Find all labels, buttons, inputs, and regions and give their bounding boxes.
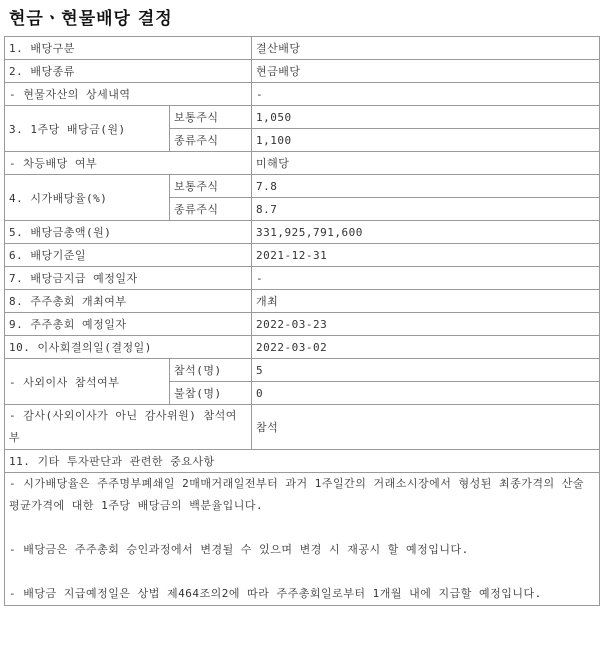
page-title: 현금ㆍ현물배당 결정 [9, 9, 173, 29]
row-label: - 현물자산의 상세내역 [5, 83, 252, 106]
row-value: 0 [252, 382, 600, 405]
row-value: 7.8 [252, 175, 600, 198]
row-label: 9. 주주총회 예정일자 [5, 313, 252, 336]
row-value: 현금배당 [252, 60, 600, 83]
row-label: 3. 1주당 배당금(원) [5, 106, 170, 152]
row-label: 10. 이사회결의일(결정일) [5, 336, 252, 359]
row-label: 11. 기타 투자판단과 관련한 중요사항 [5, 450, 600, 473]
row-value: 결산배당 [252, 37, 600, 60]
row-label: 4. 시가배당율(%) [5, 175, 170, 221]
row-value: - [252, 267, 600, 290]
row-label: 2. 배당종류 [5, 60, 252, 83]
row-value: 2022-03-23 [252, 313, 600, 336]
note-dividend-change: - 배당금은 주주총회 승인과정에서 변경될 수 있으며 변경 시 재공시 할 예정입니다. [9, 543, 469, 556]
sub-label: 참석(명) [170, 359, 252, 382]
row-label: 8. 주주총회 개최여부 [5, 290, 252, 313]
sub-label: 보통주식 [170, 106, 252, 129]
table-row [5, 336, 600, 359]
row-value: 참석 [252, 405, 600, 450]
table-row [5, 221, 600, 244]
row-value: 1,100 [252, 129, 600, 152]
row-value: 331,925,791,600 [252, 221, 600, 244]
sub-label: 종류주식 [170, 198, 252, 221]
dividend-disclosure-table [4, 36, 600, 606]
table-row [5, 106, 600, 129]
row-label: 5. 배당금총액(원) [5, 221, 252, 244]
table-row [5, 60, 600, 83]
row-value: 5 [252, 359, 600, 382]
table-row [5, 473, 600, 606]
row-value: 미해당 [252, 152, 600, 175]
note-spacer [9, 561, 595, 583]
note-payment-schedule: - 배당금 지급예정일은 상법 제464조의2에 따라 주주총회일로부터 1개월 내에 지급할 예정입니다. [9, 587, 542, 600]
row-label: - 차등배당 여부 [5, 152, 252, 175]
row-label: 7. 배당금지급 예정일자 [5, 267, 252, 290]
notes-cell [5, 473, 600, 606]
row-label: - 사외이사 참석여부 [5, 359, 170, 405]
table-row [5, 450, 600, 473]
table-row [5, 359, 600, 382]
table-row [5, 83, 600, 106]
row-value: 개최 [252, 290, 600, 313]
row-label: - 감사(사외이사가 아닌 감사위원) 참석여부 [5, 405, 252, 450]
row-label: 1. 배당구분 [5, 37, 252, 60]
table-row [5, 290, 600, 313]
row-value: 8.7 [252, 198, 600, 221]
row-value: - [252, 83, 600, 106]
table-row [5, 244, 600, 267]
sub-label: 종류주식 [170, 129, 252, 152]
table-row [5, 405, 600, 450]
table-row [5, 313, 600, 336]
table-row [5, 175, 600, 198]
table-row [5, 37, 600, 60]
row-value: 1,050 [252, 106, 600, 129]
table-row [5, 267, 600, 290]
row-value: 2022-03-02 [252, 336, 600, 359]
note-market-dividend-rate: - 시가배당율은 주주명부폐쇄일 2매매거래일전부터 과거 1주일간의 거래소시장에서 형성된 최종가격의 산술평균가격에 대한 1주당 배당금의 백분율입니다. [9, 477, 585, 512]
sub-label: 불참(명) [170, 382, 252, 405]
table-row [5, 152, 600, 175]
note-spacer [9, 517, 595, 539]
sub-label: 보통주식 [170, 175, 252, 198]
row-label: 6. 배당기준일 [5, 244, 252, 267]
row-value: 2021-12-31 [252, 244, 600, 267]
